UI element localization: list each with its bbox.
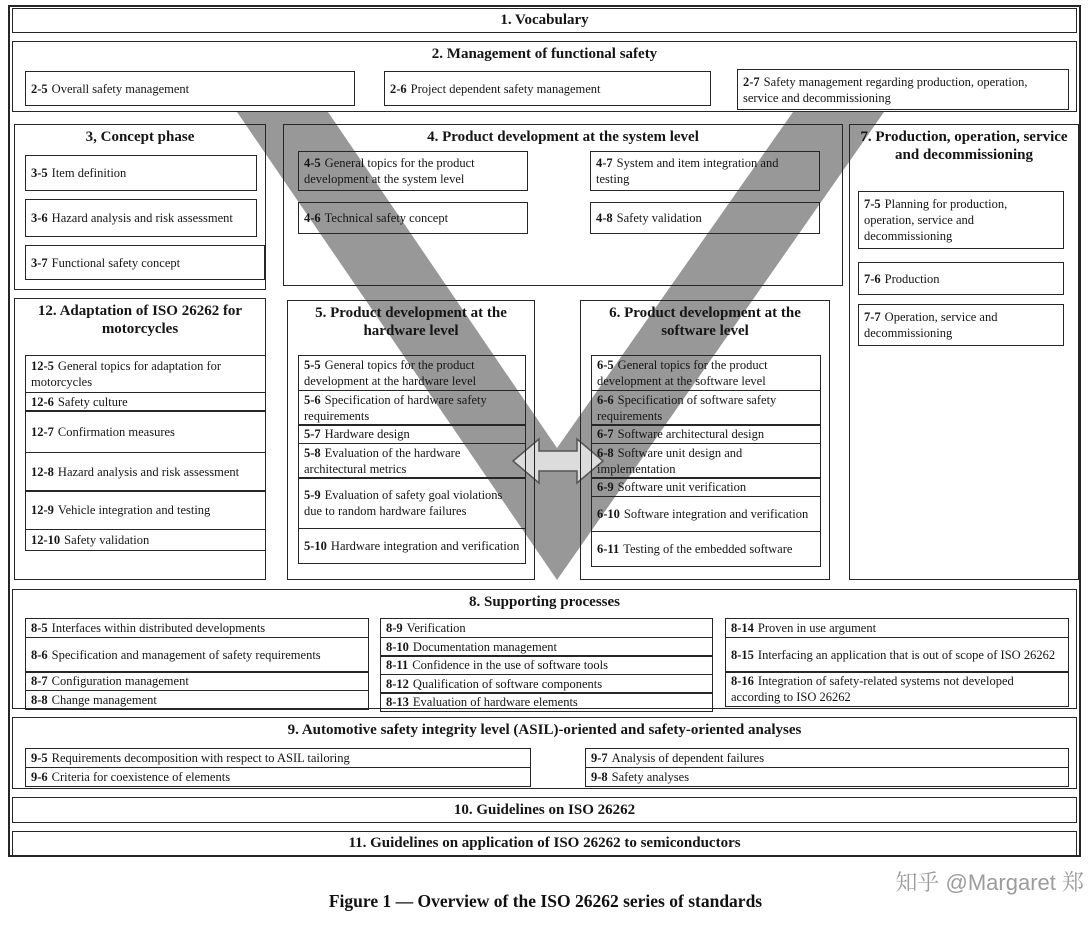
item-6-5-num: 6-5 bbox=[597, 358, 614, 372]
section-11-semiconductors bbox=[12, 831, 1077, 856]
item-6-9 bbox=[591, 477, 821, 497]
item-3-5-label bbox=[31, 165, 126, 181]
item-8-6-label bbox=[31, 647, 321, 663]
item-5-6-label bbox=[304, 392, 520, 424]
item-7-7 bbox=[858, 304, 1064, 346]
item-6-8-text: Software unit design and implementation bbox=[597, 445, 743, 476]
item-2-7-text: Safety management regarding production, operation, service and decommissioning bbox=[743, 74, 1028, 105]
item-6-10-label bbox=[597, 506, 808, 522]
item-6-8-num: 6-8 bbox=[597, 445, 614, 460]
item-3-7-num: 3-7 bbox=[31, 255, 48, 270]
item-12-7-label bbox=[31, 424, 175, 440]
item-9-7-num: 9-7 bbox=[591, 751, 608, 765]
item-7-7-num: 7-7 bbox=[864, 310, 881, 324]
item-8-7-text: Configuration management bbox=[51, 674, 189, 689]
item-8-10 bbox=[380, 637, 713, 657]
item-6-6-text: Specification of software safety requirements bbox=[597, 392, 777, 423]
item-9-7 bbox=[585, 748, 1069, 768]
item-3-7 bbox=[25, 245, 265, 280]
item-8-9-label bbox=[386, 620, 466, 636]
item-8-10-label bbox=[386, 639, 557, 655]
item-5-9-text: Evaluation of safety goal violations due to random hardware failures bbox=[304, 488, 503, 519]
item-12-5 bbox=[25, 355, 266, 393]
item-9-5-text: Requirements decomposition with respect to ASIL tailoring bbox=[51, 751, 350, 765]
item-6-7-text: Software architectural design bbox=[617, 427, 765, 442]
item-9-6-label bbox=[31, 769, 230, 785]
item-9-8 bbox=[585, 767, 1069, 787]
item-5-10 bbox=[298, 528, 526, 564]
item-5-8-num: 5-8 bbox=[304, 445, 321, 460]
item-4-5-label bbox=[304, 155, 522, 187]
item-8-14-label bbox=[731, 620, 876, 636]
item-7-5 bbox=[858, 191, 1064, 249]
item-8-16-label bbox=[731, 673, 1063, 705]
item-6-5-text: General topics for the product development at the software level bbox=[597, 358, 768, 388]
item-6-7 bbox=[591, 424, 821, 444]
item-2-7-num: 2-7 bbox=[743, 74, 760, 89]
item-6-11 bbox=[591, 531, 821, 567]
item-12-10-text: Safety validation bbox=[64, 533, 150, 548]
item-8-15-label bbox=[731, 647, 1055, 663]
item-8-9 bbox=[380, 618, 713, 638]
item-8-14-num: 8-14 bbox=[731, 621, 754, 635]
item-9-6-text: Criteria for coexistence of elements bbox=[51, 769, 231, 784]
item-8-15 bbox=[725, 637, 1069, 673]
item-5-8-label bbox=[304, 445, 520, 477]
item-6-7-num: 6-7 bbox=[597, 427, 614, 442]
item-8-5-text: Interfaces within distributed developments bbox=[51, 621, 266, 635]
item-12-7-num: 12-7 bbox=[31, 424, 54, 439]
item-3-6-num: 3-6 bbox=[31, 211, 48, 225]
item-5-10-text: Hardware integration and verification bbox=[330, 539, 520, 554]
section-12-items bbox=[25, 355, 266, 551]
item-5-5-label bbox=[304, 357, 520, 389]
item-12-9 bbox=[25, 490, 266, 530]
item-12-8-text: Hazard analysis and risk assessment bbox=[57, 464, 240, 479]
item-8-16-num: 8-16 bbox=[731, 674, 754, 689]
item-3-6-label bbox=[31, 210, 233, 226]
section-1-vocabulary bbox=[12, 8, 1077, 33]
section-6-title: 6. Product development at the software level bbox=[609, 305, 801, 340]
item-5-5-num: 5-5 bbox=[304, 358, 321, 372]
item-5-7-text: Hardware design bbox=[324, 427, 410, 442]
item-4-7-label bbox=[596, 155, 814, 187]
section-3-title: 3, Concept phase bbox=[85, 129, 195, 145]
section-4-system-level bbox=[283, 124, 843, 286]
item-6-6 bbox=[591, 390, 821, 426]
item-8-8-text: Change management bbox=[51, 692, 157, 707]
section-8-col1 bbox=[25, 618, 369, 710]
item-8-13-text: Evaluation of hardware elements bbox=[412, 695, 578, 710]
section-5-title: 5. Product development at the hardware level bbox=[315, 305, 507, 340]
item-8-7-num: 8-7 bbox=[31, 674, 48, 689]
item-8-14-text: Proven in use argument bbox=[757, 621, 877, 635]
item-8-12-label bbox=[386, 676, 602, 692]
item-3-5-text: Item definition bbox=[51, 166, 127, 180]
item-12-10 bbox=[25, 529, 266, 551]
item-12-6 bbox=[25, 392, 266, 412]
item-6-9-label bbox=[597, 479, 746, 495]
item-5-9-num: 5-9 bbox=[304, 488, 321, 503]
section-9-col2 bbox=[585, 748, 1069, 787]
figure-caption: Figure 1 — Overview of the ISO 26262 series of standards bbox=[328, 891, 763, 911]
item-4-5-num: 4-5 bbox=[304, 156, 321, 170]
item-8-7 bbox=[25, 671, 369, 691]
item-8-13-label bbox=[386, 694, 578, 710]
section-9-analyses bbox=[12, 717, 1077, 789]
item-8-5-num: 8-5 bbox=[31, 621, 48, 635]
section-7-production bbox=[849, 124, 1079, 580]
item-9-8-num: 9-8 bbox=[591, 769, 608, 784]
section-9-title: 9. Automotive safety integrity level (ASIL)-oriented and safety-oriented analyses bbox=[287, 722, 802, 738]
item-4-6 bbox=[298, 202, 528, 234]
item-2-5-label bbox=[31, 81, 189, 97]
item-7-6-label bbox=[864, 271, 940, 287]
section-8-col2 bbox=[380, 618, 713, 712]
item-9-7-text: Analysis of dependent failures bbox=[611, 751, 765, 765]
item-5-7 bbox=[298, 424, 526, 444]
item-8-11-num: 8-11 bbox=[386, 658, 409, 673]
item-8-7-label bbox=[31, 673, 189, 689]
section-2-title: 2. Management of functional safety bbox=[431, 46, 658, 62]
item-6-10 bbox=[591, 496, 821, 532]
section-2-management bbox=[12, 41, 1077, 112]
item-6-10-num: 6-10 bbox=[597, 507, 620, 522]
item-5-9 bbox=[298, 477, 526, 529]
item-9-5-num: 9-5 bbox=[31, 751, 48, 765]
item-12-8-label bbox=[31, 464, 239, 480]
item-3-6 bbox=[25, 199, 257, 237]
item-12-9-text: Vehicle integration and testing bbox=[57, 503, 211, 518]
item-4-8-num: 4-8 bbox=[596, 211, 613, 225]
item-12-9-label bbox=[31, 502, 210, 518]
item-12-6-num: 12-6 bbox=[31, 394, 54, 409]
section-12-title: 12. Adaptation of ISO 26262 for motorcycles bbox=[37, 303, 243, 338]
item-9-7-label bbox=[591, 750, 764, 766]
item-12-8-num: 12-8 bbox=[31, 464, 54, 479]
item-3-6-text: Hazard analysis and risk assessment bbox=[51, 211, 233, 225]
item-12-10-num: 12-10 bbox=[31, 533, 61, 548]
item-9-8-label bbox=[591, 769, 689, 785]
item-6-7-label bbox=[597, 426, 764, 442]
item-3-7-label bbox=[31, 255, 180, 271]
item-7-6-text: Production bbox=[884, 271, 940, 286]
item-7-5-num: 7-5 bbox=[864, 197, 881, 211]
section-11-title: 11. Guidelines on application of ISO 26262 to semiconductors bbox=[348, 835, 741, 852]
section-9-col1 bbox=[25, 748, 531, 787]
item-6-6-label bbox=[597, 392, 815, 424]
section-5-items bbox=[298, 355, 526, 564]
item-8-15-text: Interfacing an application that is out of scope of ISO 26262 bbox=[757, 647, 1056, 662]
item-5-8-text: Evaluation of the hardware architectural metrics bbox=[304, 445, 461, 476]
item-8-10-num: 8-10 bbox=[386, 639, 409, 654]
item-8-13 bbox=[380, 692, 713, 712]
item-6-11-text: Testing of the embedded software bbox=[623, 541, 793, 556]
item-9-5-label bbox=[31, 750, 350, 766]
item-12-10-label bbox=[31, 532, 149, 548]
section-3-concept-phase bbox=[14, 124, 266, 290]
item-7-7-text: Operation, service and decommissioning bbox=[864, 310, 998, 340]
section-6-software-level bbox=[580, 300, 830, 580]
item-7-5-label bbox=[864, 196, 1058, 244]
item-2-6-text: Project dependent safety management bbox=[410, 81, 601, 96]
item-7-6 bbox=[858, 262, 1064, 295]
item-7-7-label bbox=[864, 309, 1058, 341]
item-8-12-text: Qualification of software components bbox=[412, 676, 603, 691]
item-7-5-text: Planning for production, operation, service and decommissioning bbox=[864, 197, 1008, 243]
item-6-8 bbox=[591, 443, 821, 479]
item-5-6-text: Specification of hardware safety requirements bbox=[304, 392, 487, 423]
item-8-12 bbox=[380, 674, 713, 694]
section-5-hardware-level bbox=[287, 300, 535, 580]
item-6-8-label bbox=[597, 445, 815, 477]
item-4-7-num: 4-7 bbox=[596, 156, 613, 170]
item-6-5 bbox=[591, 355, 821, 391]
item-12-6-text: Safety culture bbox=[57, 394, 128, 409]
item-12-7-text: Confirmation measures bbox=[57, 424, 175, 439]
item-9-8-text: Safety analyses bbox=[611, 769, 690, 784]
item-8-9-text: Verification bbox=[406, 621, 466, 635]
item-4-8-text: Safety validation bbox=[616, 211, 702, 225]
section-10-title: 10. Guidelines on ISO 26262 bbox=[453, 801, 636, 818]
item-5-8 bbox=[298, 443, 526, 479]
item-8-11-label bbox=[386, 657, 608, 673]
item-12-5-num: 12-5 bbox=[31, 359, 54, 373]
section-12-motorcycles bbox=[14, 298, 266, 580]
item-2-5-text: Overall safety management bbox=[51, 81, 190, 96]
item-2-6 bbox=[384, 71, 711, 106]
item-8-6-num: 8-6 bbox=[31, 647, 48, 662]
item-2-7 bbox=[737, 69, 1069, 110]
item-2-6-num: 2-6 bbox=[390, 81, 407, 96]
item-4-8-label bbox=[596, 210, 702, 226]
item-2-5 bbox=[25, 71, 355, 106]
item-8-14 bbox=[725, 618, 1069, 638]
item-12-5-text: General topics for adaptation for motorcycles bbox=[31, 359, 222, 389]
item-4-7 bbox=[590, 151, 820, 191]
item-8-11 bbox=[380, 655, 713, 675]
item-6-11-label bbox=[597, 541, 792, 557]
item-8-6-text: Specification and management of safety requirements bbox=[51, 647, 321, 662]
item-6-5-label bbox=[597, 357, 815, 389]
item-5-5 bbox=[298, 355, 526, 391]
item-8-8 bbox=[25, 690, 369, 710]
item-5-7-num: 5-7 bbox=[304, 427, 321, 442]
item-8-8-num: 8-8 bbox=[31, 692, 48, 707]
item-8-8-label bbox=[31, 692, 157, 708]
item-6-9-text: Software unit verification bbox=[617, 480, 747, 495]
item-5-5-text: General topics for the product development at the hardware level bbox=[304, 358, 477, 388]
section-6-items bbox=[591, 355, 821, 567]
item-12-7 bbox=[25, 410, 266, 453]
item-6-9-num: 6-9 bbox=[597, 480, 614, 495]
item-2-5-num: 2-5 bbox=[31, 81, 48, 96]
section-7-title: 7. Production, operation, service and decommissioning bbox=[860, 129, 1068, 164]
section-1-title: 1. Vocabulary bbox=[500, 12, 589, 29]
item-8-9-num: 8-9 bbox=[386, 621, 403, 635]
item-8-5-label bbox=[31, 620, 265, 636]
item-8-6 bbox=[25, 637, 369, 673]
item-9-5 bbox=[25, 748, 531, 768]
item-4-7-text: System and item integration and testing bbox=[596, 156, 779, 186]
item-6-11-num: 6-11 bbox=[597, 541, 620, 556]
item-12-6-label bbox=[31, 394, 128, 410]
item-12-8 bbox=[25, 452, 266, 492]
item-3-7-text: Functional safety concept bbox=[51, 255, 181, 270]
item-4-8 bbox=[590, 202, 820, 234]
item-6-10-text: Software integration and verification bbox=[623, 507, 809, 522]
item-8-15-num: 8-15 bbox=[731, 647, 754, 662]
item-8-10-text: Documentation management bbox=[412, 639, 557, 654]
item-5-7-label bbox=[304, 426, 410, 442]
item-4-5-text: General topics for the product development at the system level bbox=[304, 156, 475, 186]
section-8-title: 8. Supporting processes bbox=[469, 594, 620, 610]
item-2-7-label bbox=[743, 74, 1063, 106]
section-10-guidelines bbox=[12, 797, 1077, 823]
item-2-6-label bbox=[390, 81, 601, 97]
item-5-10-num: 5-10 bbox=[304, 539, 327, 554]
item-4-6-label bbox=[304, 210, 448, 226]
item-5-9-label bbox=[304, 487, 520, 519]
item-8-16-text: Integration of safety-related systems not developed according to ISO 26262 bbox=[731, 674, 1014, 705]
item-9-6-num: 9-6 bbox=[31, 769, 48, 784]
item-3-5-num: 3-5 bbox=[31, 166, 48, 180]
item-9-6 bbox=[25, 767, 531, 787]
item-8-5 bbox=[25, 618, 369, 638]
item-7-6-num: 7-6 bbox=[864, 271, 881, 286]
section-8-supporting bbox=[12, 589, 1077, 709]
item-6-6-num: 6-6 bbox=[597, 392, 614, 407]
section-4-title: 4. Product development at the system level bbox=[427, 129, 699, 145]
item-8-12-num: 8-12 bbox=[386, 676, 409, 691]
item-8-13-num: 8-13 bbox=[386, 695, 409, 710]
item-4-6-text: Technical safety concept bbox=[324, 211, 449, 225]
item-5-6 bbox=[298, 390, 526, 426]
item-12-5-label bbox=[31, 358, 260, 390]
item-4-5 bbox=[298, 151, 528, 191]
item-4-6-num: 4-6 bbox=[304, 211, 321, 225]
watermark: 知乎 @Margaret 郑 bbox=[895, 870, 1084, 895]
section-8-col3 bbox=[725, 618, 1069, 707]
item-8-11-text: Confidence in the use of software tools bbox=[412, 658, 609, 673]
item-5-10-label bbox=[304, 538, 519, 554]
item-12-9-num: 12-9 bbox=[31, 503, 54, 518]
item-3-5 bbox=[25, 155, 257, 191]
item-5-6-num: 5-6 bbox=[304, 392, 321, 407]
item-8-16 bbox=[725, 671, 1069, 707]
